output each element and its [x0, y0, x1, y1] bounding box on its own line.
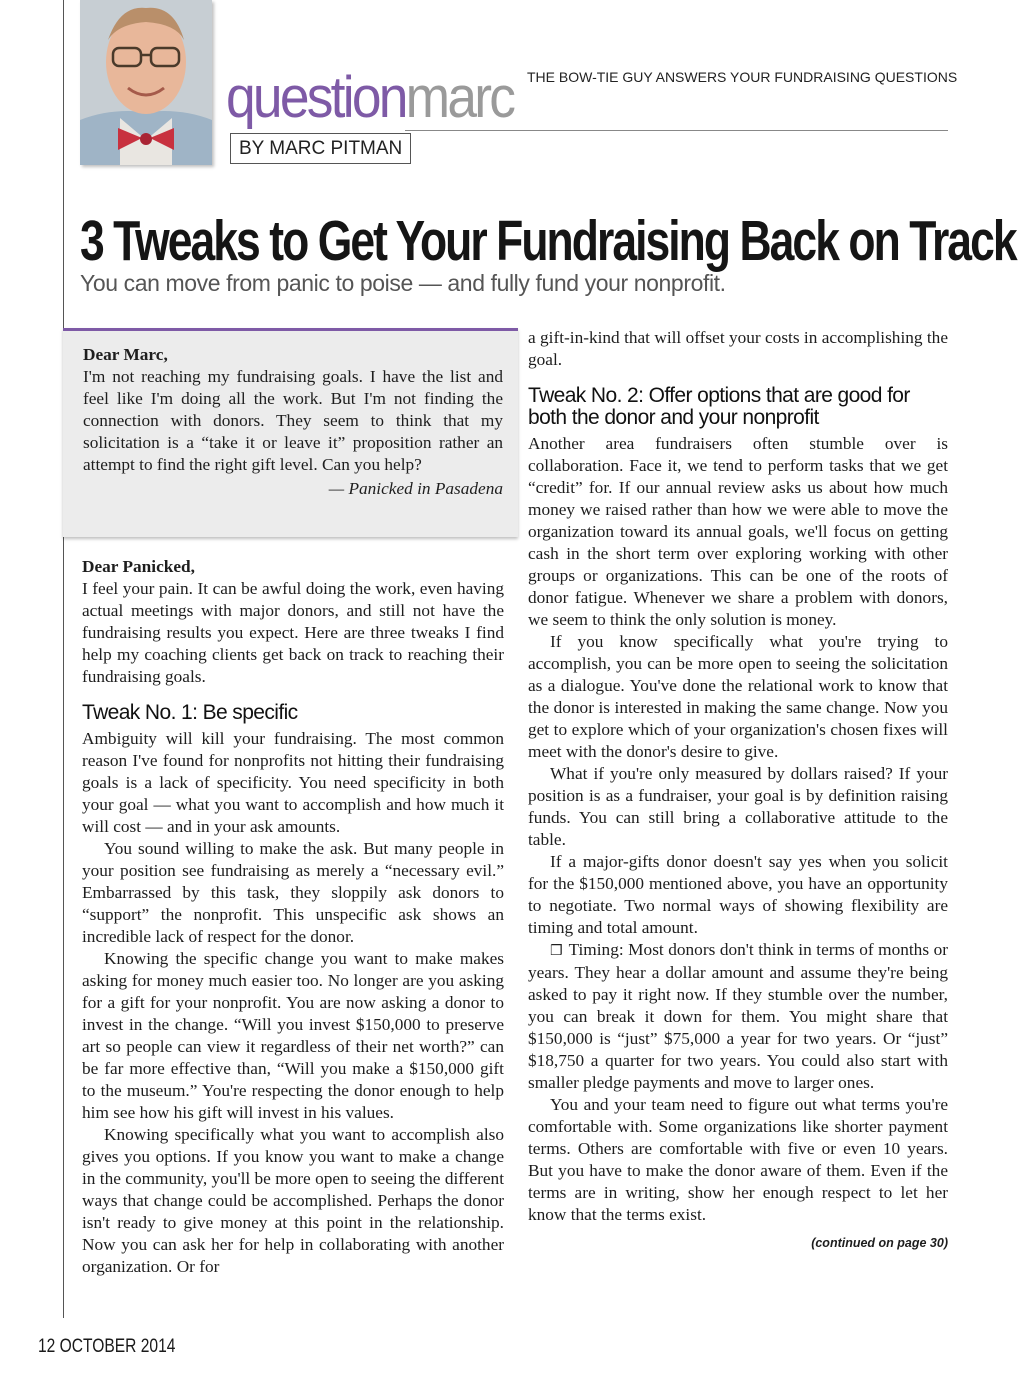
headline: 3 Tweaks to Get Your Fundraising Back on Track — [80, 209, 1016, 273]
logo-question: question — [226, 65, 406, 130]
tweak2-paragraph: Another area fundraisers often stumble over is collaboration. Face it, we tend to perform tasks that we get “credit” for. If our annual review asks us about how much money we raised rather than how we were able to move the organization toward its annual goals, we'll focus on getting cash in the short term over exploring working with other groups or organizations. This can be one of the roots of donor fatigue. Whenever we share a problem with donors, we seem to think the only solution is money. — [528, 434, 948, 629]
page-folio: 12 OCTOBER 2014 — [38, 1336, 176, 1357]
timing-text: Timing: Most donors don't think in terms of months or years. They hear a dollar amount and assume they're being asked to pay it right now. If they stumble over the number, you can break it down for them. You might share that $150,000 is “just” $75,000 a year for two years. Or “just” $18,750 a quarter for two years. You could also start with smaller pledge payments and move to larger ones. — [528, 940, 948, 1092]
tweak1-paragraph: Knowing the specific change you want to make makes asking for money much easier too. No longer are you asking for a gift for your nonprofit. You are now asking a donor to invest in the change. “Will you invest $150,000 to preserve art so people can view it regardless of their net worth?” can be far more effective than, “Will you make a $150,000 gift to the museum.” You're respecting the donor enough to help him see how his gift will invest in his values. — [82, 949, 504, 1122]
column-tagline: THE BOW-TIE GUY ANSWERS YOUR FUNDRAISING QUESTIONS — [527, 69, 958, 85]
reader-letter — [83, 344, 503, 500]
subheadline: You can move from panic to poise — and fully fund your nonprofit. — [80, 270, 726, 296]
tweak1-paragraph-continued: a gift-in-kind that will offset your costs in accomplishing the goal. — [528, 328, 948, 369]
tweak2-paragraph: What if you're only measured by dollars raised? If your position is as a fundraiser, your goal is by definition raising funds. You can still bring a collaborative attitude to the table. — [528, 764, 948, 849]
timing-bullet — [528, 939, 948, 1094]
left-column — [82, 556, 504, 1278]
tweak2-paragraph: If a major-gifts donor doesn't say yes when you solicit for the $150,000 mentioned above, you have an opportunity to negotiate. Two normal ways of showing flexibility are timing and total amount. — [528, 852, 948, 937]
tweak1-paragraph: Knowing specifically what you want to accomplish also gives you options. If you know you want to make a change in the community, you'll be more open to seeing the different ways that change could be accomplished. Perhaps the donor isn't ready to give money at this point in the relationship. Now you can ask her for help in collaborating with another organization. Or for — [82, 1125, 504, 1276]
header-rule — [405, 130, 948, 131]
byline: BY MARC PITMAN — [230, 133, 411, 164]
right-column — [528, 327, 948, 1254]
logo-marc: marc — [405, 65, 514, 130]
checkbox-bullet-icon: ❒ — [550, 943, 563, 959]
column-logo — [226, 58, 513, 138]
author-photo — [80, 0, 212, 165]
tweak2-heading: Tweak No. 2: Offer options that are good for both the donor and your nonprofit — [528, 384, 910, 429]
reply-intro: I feel your pain. It can be awful doing the work, even having actual meetings with major donors, and still not have the fundraising results you expect. Here are three tweaks I find help my coaching clients get back on track to reaching their fundraising goals. — [82, 579, 504, 686]
letter-signature: — Panicked in Pasadena — [328, 479, 503, 498]
left-margin-rule — [63, 0, 64, 1318]
continued-note: (continued on page 30) — [811, 1236, 948, 1250]
author-photo-illustration — [80, 0, 212, 165]
tweak2-paragraph: You and your team need to figure out what terms you're comfortable with. Some organizations like shorter payment terms. Others are comfortable with five or even 10 years. But you have to make the donor aware of them. Even if the terms are in writing, show her enough respect to let her know that the terms exist. — [528, 1095, 948, 1224]
tweak1-paragraph: You sound willing to make the ask. But many people in your position see fundraising as merely a “necessary evil.” Embarrassed by this task, they sloppily ask donors to “support” the nonprofit. This unspecific ask shows an incredible lack of respect for the donor. — [82, 839, 504, 946]
reply-salutation: Dear Panicked, — [82, 557, 195, 576]
tweak1-paragraph: Ambiguity will kill your fundraising. The most common reason I've found for nonprofits not hitting their fundraising goals is a lack of specificity. You need specificity in both your goal — what you want to accomplish and how much it will cost — and in your ask amounts. — [82, 729, 504, 836]
tweak2-paragraph: If you know specifically what you're trying to accomplish, you can be more open to seeing the solicitation as a dialogue. You've done the relational work to know that the donor is interested in making the same change. Now you get to explore which of your organization's chosen fixes will meet with the donor's desire to give. — [528, 632, 948, 761]
letter-body: I'm not reaching my fundraising goals. I have the list and feel like I'm doing all the work. But I'm not finding the connection with donors. They seem to think that my solicitation is a “take it or leave it” proposition rather an attempt to find the right gift level. Can you help? — [83, 367, 503, 474]
tweak1-heading: Tweak No. 1: Be specific — [82, 701, 298, 724]
letter-salutation: Dear Marc, — [83, 345, 168, 364]
